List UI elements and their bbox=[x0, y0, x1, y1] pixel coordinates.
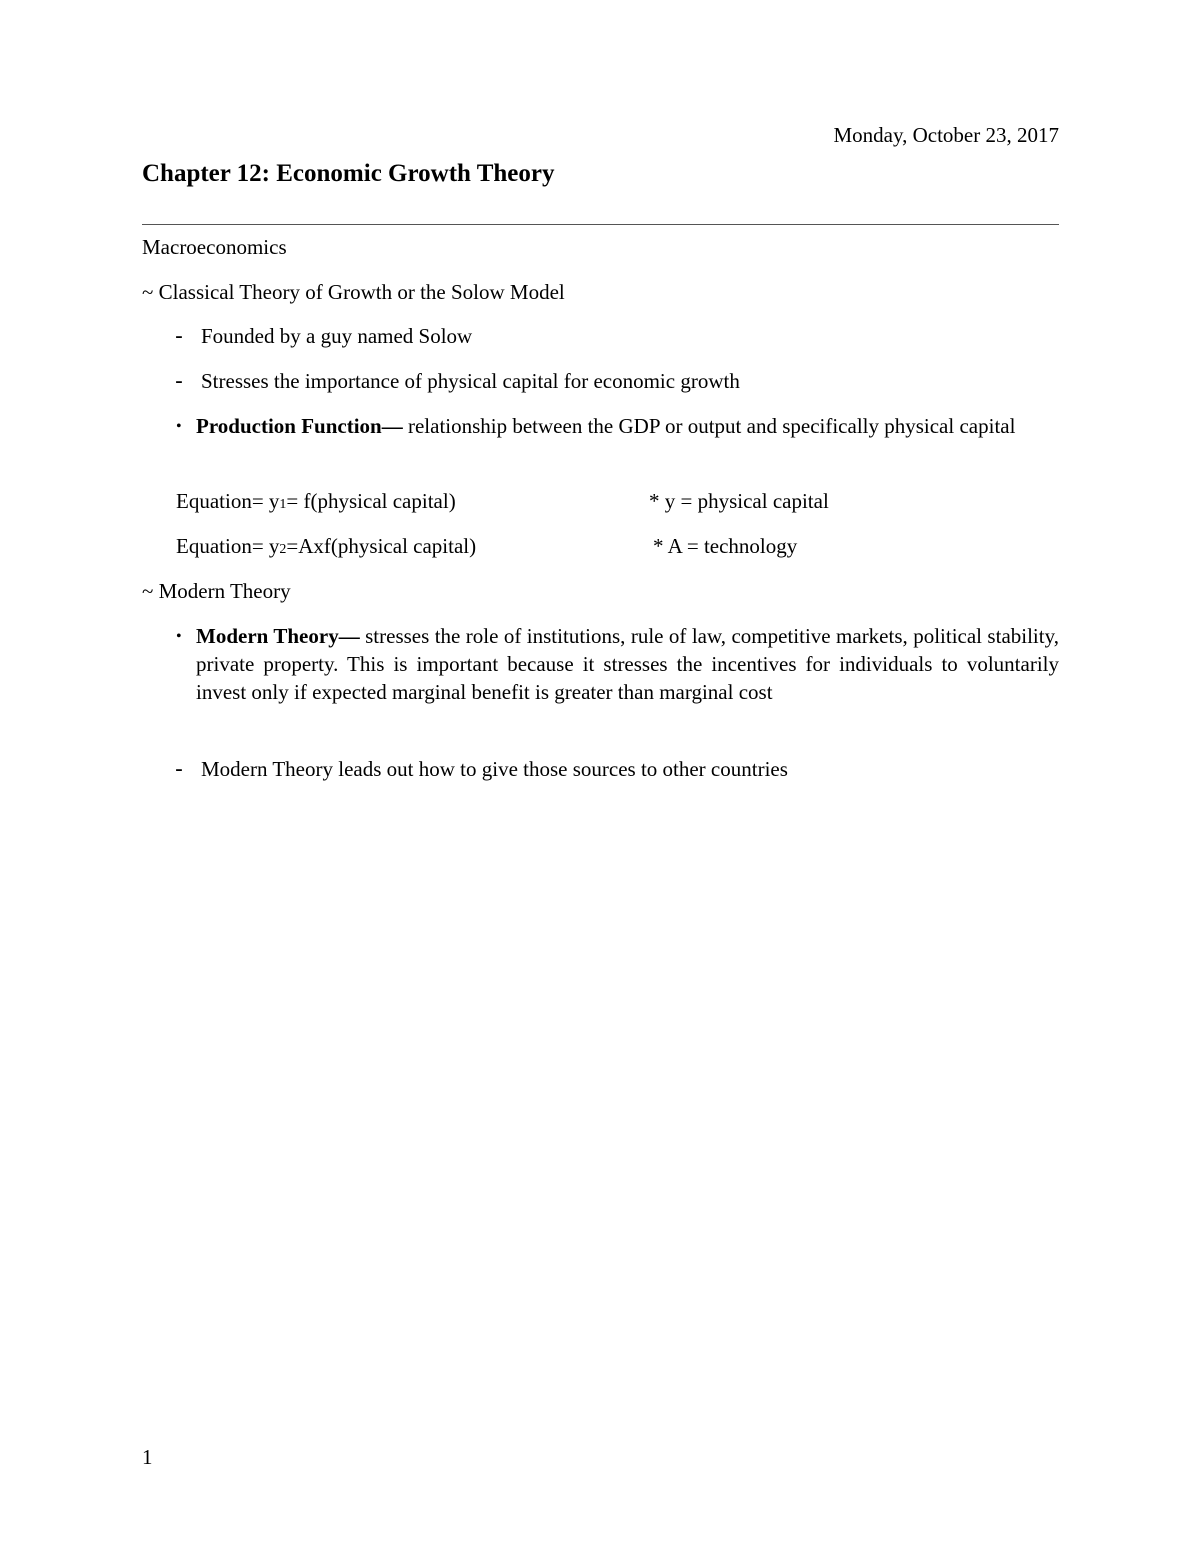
list-item: Founded by a guy named Solow bbox=[201, 324, 473, 348]
modern-theory-heading: ~ Modern Theory bbox=[142, 579, 291, 603]
subscript: 2 bbox=[279, 542, 287, 557]
equation-1-note: * y = physical capital bbox=[649, 489, 829, 513]
definition-text: stresses the role of institutions, rule of law, competitive markets, political stability, private property. This is important because it stresses the incentives for individuals to voluntarily invest only if expected marginal benefit is greater than marginal cost bbox=[196, 624, 1059, 704]
definition-term: Modern Theory— bbox=[196, 624, 360, 648]
list-item: Modern Theory leads out how to give those sources to other countries bbox=[201, 757, 788, 781]
dash-bullet-icon: - bbox=[175, 324, 183, 349]
dot-bullet-icon: • bbox=[176, 418, 182, 435]
dash-bullet-icon: - bbox=[175, 757, 183, 782]
equation-1: Equation= y1= f(physical capital) bbox=[176, 489, 456, 513]
dash-bullet-icon: - bbox=[175, 369, 183, 394]
definition-text: relationship between the GDP or output and specifically physical capital bbox=[402, 414, 1016, 438]
modern-theory-definition bbox=[196, 622, 1059, 706]
classical-theory-heading: ~ Classical Theory of Growth or the Solow Model bbox=[142, 280, 565, 304]
document-date: Monday, October 23, 2017 bbox=[833, 123, 1059, 147]
subject-heading: Macroeconomics bbox=[142, 235, 287, 259]
title-divider bbox=[142, 224, 1059, 225]
page-title: Chapter 12: Economic Growth Theory bbox=[142, 160, 555, 187]
equation-2: Equation= y2=Axf(physical capital) bbox=[176, 534, 477, 558]
subscript: 1 bbox=[279, 497, 287, 512]
page-number: 1 bbox=[142, 1445, 153, 1469]
list-item: Stresses the importance of physical capital for economic growth bbox=[201, 369, 740, 393]
production-function-definition bbox=[196, 412, 1059, 440]
definition-term: Production Function— bbox=[196, 414, 403, 438]
dot-bullet-icon: • bbox=[176, 628, 182, 645]
equation-2-note: * A = technology bbox=[653, 534, 798, 558]
